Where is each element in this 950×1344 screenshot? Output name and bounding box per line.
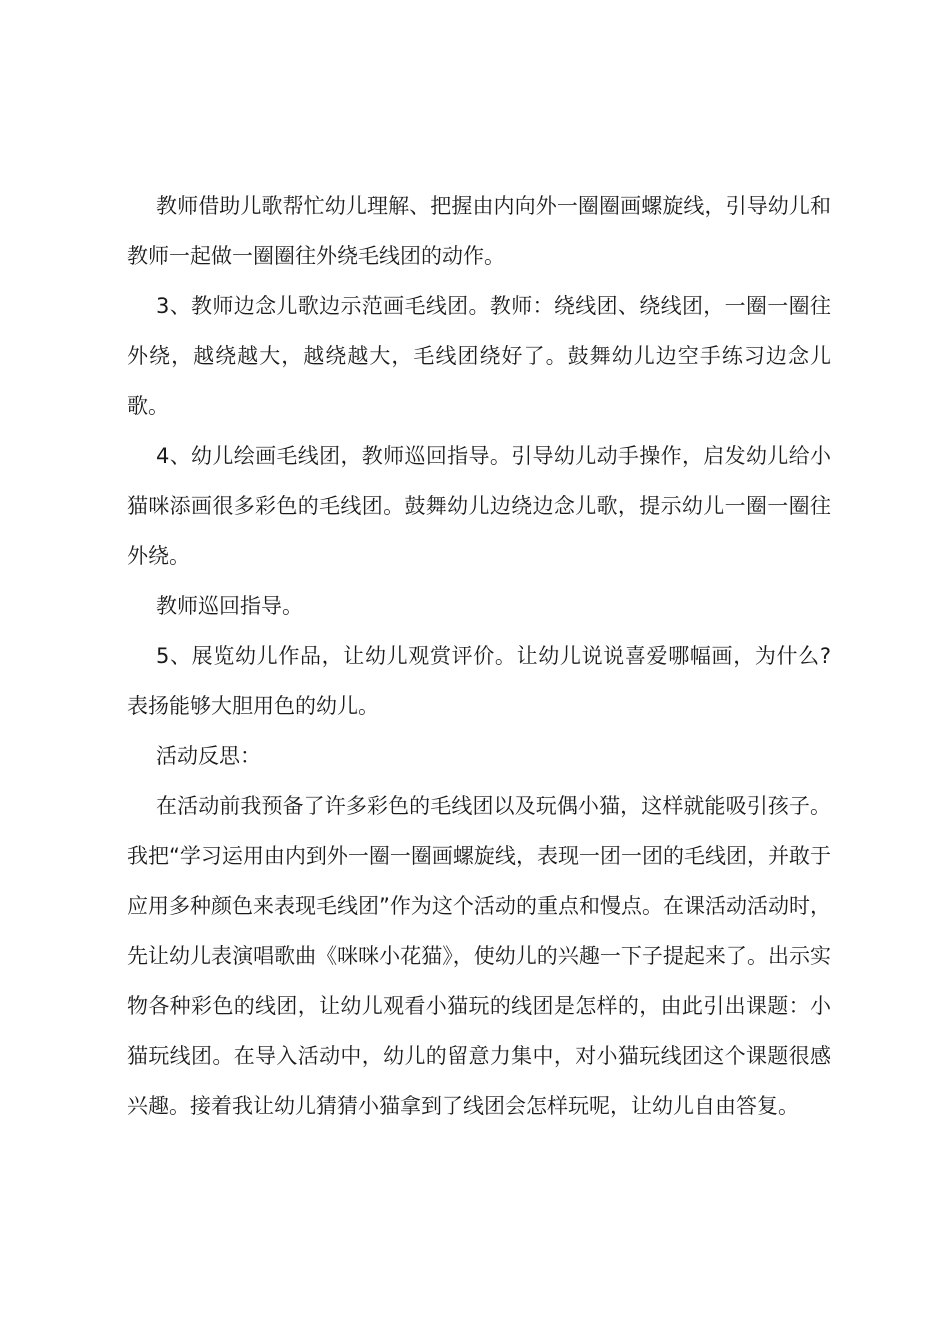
document-body [127,181,831,1131]
paragraph: 教师巡回指导。 [156,594,303,618]
paragraph: 3、教师边念儿歌边示范画毛线团。教师：绕线团、绕线团，一圈一圈往外绕，越绕越大，越绕越大，毛线团绕好了。鼓舞幼儿边空手练习边念儿歌。 [127,294,831,418]
section-heading: 活动反思： [156,744,261,768]
paragraph: 教师借助儿歌帮忙幼儿理解、把握由内向外一圈圈画螺旋线，引导幼儿和教师一起做一圈圈往外绕毛线团的动作。 [127,194,831,268]
paragraph: 5、展览幼儿作品，让幼儿观赏评价。让幼儿说说喜爱哪幅画，为什么?表扬能够大胆用色的幼儿。 [127,644,831,718]
paragraph: 4、幼儿绘画毛线团，教师巡回指导。引导幼儿动手操作，启发幼儿给小猫咪添画很多彩色的毛线团。鼓舞幼儿边绕边念儿歌，提示幼儿一圈一圈往外绕。 [127,444,831,568]
paragraph: 在活动前我预备了许多彩色的毛线团以及玩偶小猫，这样就能吸引孩子。我把“学习运用由内到外一圈一圈画螺旋线，表现一团一团的毛线团，并敢于应用多种颜色来表现毛线团”作为这个活动的重点和慢点。在课活动活动时，先让幼儿表演唱歌曲《咪咪小花猫》，使幼儿的兴趣一下子提起来了。出示实物各种彩色的线团，让幼儿观看小猫玩的线团是怎样的，由此引出课题：小猫玩线团。在导入活动中，幼儿的留意力集中，对小猫玩线团这个课题很感兴趣。接着我让幼儿猜猜小猫拿到了线团会怎样玩呢，让幼儿自由答复。 [127,794,831,1118]
